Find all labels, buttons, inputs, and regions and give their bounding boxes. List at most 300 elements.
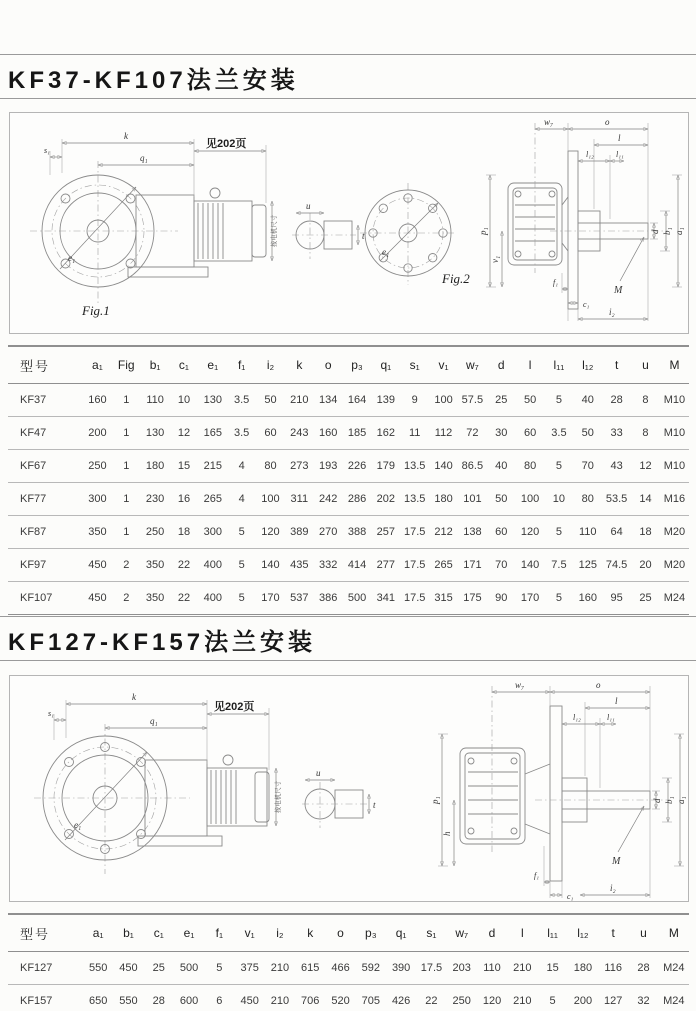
value-cell: 520: [325, 985, 355, 1011]
column-header: a₁: [83, 914, 113, 952]
value-cell: 1: [112, 384, 141, 417]
dim-label-c1: c₁: [567, 892, 574, 901]
section2-title: KF127-KF157法兰安装: [8, 629, 317, 656]
value-cell: 127: [598, 985, 628, 1011]
dim-label-i2: i₂: [610, 883, 616, 893]
value-cell: 180: [141, 450, 170, 483]
fig1-caption: Fig.1: [82, 303, 110, 318]
section1-title: KF37-KF107法兰安装: [8, 67, 299, 94]
value-cell: 112: [429, 417, 458, 450]
value-cell: 80: [516, 450, 545, 483]
value-cell: 8: [631, 384, 660, 417]
value-cell: 350: [141, 549, 170, 582]
value-cell: 50: [487, 483, 516, 516]
dim-label-l11: l₁₁: [616, 150, 624, 159]
value-cell: 175: [458, 582, 487, 615]
column-header: f₁: [227, 346, 256, 384]
figure-panel-2: [9, 675, 689, 902]
column-header: k: [295, 914, 325, 952]
column-header: v₁: [234, 914, 264, 952]
value-cell: 212: [429, 516, 458, 549]
dim-label-l: l: [618, 133, 621, 143]
column-header: q₁: [371, 346, 400, 384]
shaft-section-view: [292, 201, 365, 259]
fig1-fig2-drawing: [10, 113, 688, 333]
see-page-note: 见202页: [214, 701, 255, 713]
value-cell: 550: [113, 985, 143, 1011]
value-cell: 22: [170, 549, 199, 582]
value-cell: 95: [602, 582, 631, 615]
value-cell: 43: [602, 450, 631, 483]
value-cell: 200: [83, 417, 112, 450]
dim-label-l12: l₁₂: [573, 713, 581, 722]
column-header: p₃: [356, 914, 386, 952]
value-cell: 450: [113, 952, 143, 985]
dim-label-w7: w₇: [515, 680, 525, 690]
column-header: b₁: [141, 346, 170, 384]
column-header: s₁: [416, 914, 446, 952]
value-cell: 80: [256, 450, 285, 483]
dim-label-w7: w₇: [544, 117, 554, 127]
value-cell: 50: [256, 384, 285, 417]
value-cell: 160: [83, 384, 112, 417]
dim-label-a1: a₁: [676, 796, 686, 804]
column-header: e₁: [174, 914, 204, 952]
value-cell: 28: [602, 384, 631, 417]
value-cell: 5: [227, 549, 256, 582]
value-cell: M24: [659, 985, 689, 1011]
value-cell: 40: [487, 450, 516, 483]
value-cell: 12: [170, 417, 199, 450]
value-cell: 350: [83, 516, 112, 549]
value-cell: 130: [198, 384, 227, 417]
value-cell: 450: [83, 582, 112, 615]
model-cell: KF97: [8, 549, 83, 582]
value-cell: 600: [174, 985, 204, 1011]
value-cell: 7.5: [545, 549, 574, 582]
value-cell: 5: [545, 582, 574, 615]
value-cell: 16: [170, 483, 199, 516]
column-header: l₁₂: [568, 914, 598, 952]
column-header: s₁: [400, 346, 429, 384]
column-header: l₁₂: [573, 346, 602, 384]
value-cell: 615: [295, 952, 325, 985]
column-header: t: [602, 346, 631, 384]
value-cell: 170: [516, 582, 545, 615]
value-cell: 13.5: [400, 450, 429, 483]
front-view: [34, 692, 282, 874]
value-cell: 180: [568, 952, 598, 985]
value-cell: 5: [545, 384, 574, 417]
value-cell: 277: [371, 549, 400, 582]
dim-label-M: M: [614, 285, 623, 296]
value-cell: 650: [83, 985, 113, 1011]
value-cell: 466: [325, 952, 355, 985]
gearmotor-logo-image: [604, 5, 666, 49]
value-cell: 101: [458, 483, 487, 516]
value-cell: 5: [227, 582, 256, 615]
value-cell: 250: [83, 450, 112, 483]
value-cell: 537: [285, 582, 314, 615]
value-cell: 265: [198, 483, 227, 516]
value-cell: 25: [487, 384, 516, 417]
value-cell: 165: [198, 417, 227, 450]
dim-label-k: k: [124, 131, 128, 141]
dim-label-k: k: [132, 692, 136, 702]
fig2-caption: Fig.2: [442, 271, 470, 286]
divider: [0, 98, 696, 99]
value-cell: 116: [598, 952, 628, 985]
column-header: i₂: [256, 346, 285, 384]
value-cell: 120: [477, 985, 507, 1011]
table-row: [8, 417, 689, 450]
value-cell: 203: [447, 952, 477, 985]
value-cell: 80: [573, 483, 602, 516]
value-cell: 15: [170, 450, 199, 483]
dim-label-d: d: [652, 798, 662, 803]
value-cell: 86.5: [458, 450, 487, 483]
table-row: [8, 985, 689, 1011]
value-cell: 500: [343, 582, 372, 615]
value-cell: 100: [429, 384, 458, 417]
column-header: l₁₁: [545, 346, 574, 384]
column-header: w₇: [458, 346, 487, 384]
table-row: [8, 582, 689, 615]
column-header: e₁: [198, 346, 227, 384]
value-cell: 110: [477, 952, 507, 985]
value-cell: 4: [227, 450, 256, 483]
value-cell: 17.5: [400, 582, 429, 615]
value-cell: 30: [487, 417, 516, 450]
value-cell: M24: [660, 582, 689, 615]
value-cell: 140: [429, 450, 458, 483]
column-header: 型号: [8, 914, 83, 952]
value-cell: 242: [314, 483, 343, 516]
value-cell: 341: [371, 582, 400, 615]
value-cell: M16: [660, 483, 689, 516]
value-cell: 160: [573, 582, 602, 615]
dim-label-u: u: [316, 768, 321, 778]
value-cell: 12: [631, 450, 660, 483]
dim-label-p1: p₁: [478, 227, 488, 235]
column-header: a₁: [83, 346, 112, 384]
value-cell: 11: [400, 417, 429, 450]
value-cell: 426: [386, 985, 416, 1011]
see-page-note: 见202页: [206, 138, 247, 150]
per-motor-note: 按电机尺寸: [275, 780, 282, 814]
table-row: [8, 549, 689, 582]
model-cell: KF67: [8, 450, 83, 483]
value-cell: 20: [631, 549, 660, 582]
divider: [0, 616, 696, 617]
table-row: [8, 952, 689, 985]
column-header: q₁: [386, 914, 416, 952]
dim-label-l11: l₁₁: [607, 713, 615, 722]
value-cell: 138: [458, 516, 487, 549]
value-cell: 140: [256, 549, 285, 582]
value-cell: M10: [660, 450, 689, 483]
column-header: d: [487, 346, 516, 384]
value-cell: 4: [227, 483, 256, 516]
value-cell: 200: [568, 985, 598, 1011]
value-cell: 1: [112, 450, 141, 483]
value-cell: 6: [204, 985, 234, 1011]
dim-label-i2: i₂: [609, 307, 615, 317]
value-cell: 100: [516, 483, 545, 516]
column-header: M: [659, 914, 689, 952]
value-cell: 100: [256, 483, 285, 516]
value-cell: 210: [265, 985, 295, 1011]
column-header: o: [314, 346, 343, 384]
value-cell: 64: [602, 516, 631, 549]
value-cell: 414: [343, 549, 372, 582]
value-cell: 125: [573, 549, 602, 582]
value-cell: 110: [573, 516, 602, 549]
value-cell: 2: [112, 549, 141, 582]
value-cell: 130: [141, 417, 170, 450]
value-cell: 53.5: [602, 483, 631, 516]
value-cell: 210: [265, 952, 295, 985]
dim-label-s1: s₁: [48, 709, 54, 718]
column-header: f₁: [204, 914, 234, 952]
column-header: v₁: [429, 346, 458, 384]
value-cell: 250: [447, 985, 477, 1011]
dim-label-f1: f₁: [553, 278, 559, 287]
value-cell: 60: [487, 516, 516, 549]
value-cell: 140: [516, 549, 545, 582]
value-cell: 230: [141, 483, 170, 516]
value-cell: 3.5: [545, 417, 574, 450]
value-cell: 50: [573, 417, 602, 450]
kf127-drawing: [10, 676, 688, 901]
dim-label-p1: p₁: [430, 796, 440, 804]
value-cell: 5: [537, 985, 567, 1011]
fig1-front-view: [30, 131, 278, 318]
value-cell: 389: [285, 516, 314, 549]
model-cell: KF77: [8, 483, 83, 516]
dim-label-d: d: [650, 229, 660, 234]
value-cell: 202: [371, 483, 400, 516]
dim-label-l: l: [615, 696, 618, 706]
dim-label-u: u: [306, 201, 311, 211]
value-cell: 450: [234, 985, 264, 1011]
kf37-kf107-dimension-table: [8, 345, 689, 615]
value-cell: 179: [371, 450, 400, 483]
model-cell: KF107: [8, 582, 83, 615]
column-header: i₂: [265, 914, 295, 952]
value-cell: 70: [487, 549, 516, 582]
value-cell: 388: [343, 516, 372, 549]
value-cell: 3.5: [227, 417, 256, 450]
value-cell: 15: [537, 952, 567, 985]
column-header: l: [516, 346, 545, 384]
kf127-kf157-dimension-table: [8, 913, 689, 1011]
value-cell: 17.5: [416, 952, 446, 985]
value-cell: 139: [371, 384, 400, 417]
value-cell: 60: [516, 417, 545, 450]
dim-label-c1: c₁: [583, 300, 590, 309]
table-row: [8, 483, 689, 516]
value-cell: 72: [458, 417, 487, 450]
column-header: d: [477, 914, 507, 952]
table-row: [8, 384, 689, 417]
value-cell: M20: [660, 516, 689, 549]
dim-label-e1: e₁: [382, 247, 390, 257]
value-cell: 162: [371, 417, 400, 450]
value-cell: 332: [314, 549, 343, 582]
value-cell: 210: [507, 985, 537, 1011]
value-cell: 32: [628, 985, 658, 1011]
value-cell: 10: [170, 384, 199, 417]
value-cell: M10: [660, 384, 689, 417]
dim-label-h: h: [442, 831, 452, 836]
value-cell: 5: [204, 952, 234, 985]
model-cell: KF37: [8, 384, 83, 417]
dim-label-q1: q₁: [140, 153, 148, 163]
side-section-view: [478, 117, 684, 321]
value-cell: 210: [507, 952, 537, 985]
value-cell: 1: [112, 483, 141, 516]
column-header: o: [325, 914, 355, 952]
value-cell: 270: [314, 516, 343, 549]
value-cell: M20: [660, 549, 689, 582]
column-header: l₁₁: [537, 914, 567, 952]
value-cell: 500: [174, 952, 204, 985]
header-row: [8, 914, 689, 952]
value-cell: 3.5: [227, 384, 256, 417]
value-cell: 435: [285, 549, 314, 582]
value-cell: 50: [516, 384, 545, 417]
value-cell: 28: [628, 952, 658, 985]
model-cell: KF87: [8, 516, 83, 549]
dim-label-e1: e₁: [74, 820, 82, 830]
column-header: c₁: [170, 346, 199, 384]
value-cell: 22: [170, 582, 199, 615]
value-cell: 120: [256, 516, 285, 549]
dim-label-t: t: [362, 231, 365, 241]
fig2-flange-view: [360, 183, 470, 286]
value-cell: 22: [416, 985, 446, 1011]
figure-panel-1: [9, 112, 689, 334]
value-cell: 120: [516, 516, 545, 549]
value-cell: 171: [458, 549, 487, 582]
value-cell: 9: [400, 384, 429, 417]
column-header: p₃: [343, 346, 372, 384]
value-cell: 5: [545, 516, 574, 549]
value-cell: 286: [343, 483, 372, 516]
value-cell: 257: [371, 516, 400, 549]
table-row: [8, 516, 689, 549]
table-row: [8, 450, 689, 483]
value-cell: 705: [356, 985, 386, 1011]
value-cell: 18: [170, 516, 199, 549]
value-cell: M10: [660, 417, 689, 450]
value-cell: 90: [487, 582, 516, 615]
value-cell: 400: [198, 549, 227, 582]
column-header: u: [628, 914, 658, 952]
value-cell: 14: [631, 483, 660, 516]
value-cell: 300: [198, 516, 227, 549]
value-cell: 550: [83, 952, 113, 985]
value-cell: 25: [631, 582, 660, 615]
dim-label-v1: v₁: [490, 255, 500, 263]
value-cell: 193: [314, 450, 343, 483]
header-row: [8, 346, 689, 384]
value-cell: 17.5: [400, 549, 429, 582]
model-cell: KF47: [8, 417, 83, 450]
value-cell: 28: [144, 985, 174, 1011]
value-cell: 10: [545, 483, 574, 516]
value-cell: 5: [227, 516, 256, 549]
value-cell: 60: [256, 417, 285, 450]
shaft-section-view: [302, 768, 376, 828]
value-cell: 350: [141, 582, 170, 615]
side-section-view: [430, 680, 686, 901]
column-header: Fig: [112, 346, 141, 384]
value-cell: 375: [234, 952, 264, 985]
value-cell: 160: [314, 417, 343, 450]
value-cell: 25: [144, 952, 174, 985]
dim-label-o: o: [605, 117, 610, 127]
column-header: l: [507, 914, 537, 952]
value-cell: 1: [112, 516, 141, 549]
model-cell: KF127: [8, 952, 83, 985]
value-cell: 226: [343, 450, 372, 483]
value-cell: 450: [83, 549, 112, 582]
dim-label-M: M: [612, 856, 621, 867]
value-cell: 180: [429, 483, 458, 516]
value-cell: 17.5: [400, 516, 429, 549]
value-cell: 386: [314, 582, 343, 615]
value-cell: 57.5: [458, 384, 487, 417]
value-cell: 185: [343, 417, 372, 450]
value-cell: 8: [631, 417, 660, 450]
value-cell: 1: [112, 417, 141, 450]
value-cell: 273: [285, 450, 314, 483]
value-cell: 592: [356, 952, 386, 985]
dim-label-a1: a₁: [674, 227, 684, 235]
value-cell: 265: [429, 549, 458, 582]
value-cell: 243: [285, 417, 314, 450]
value-cell: 33: [602, 417, 631, 450]
value-cell: 210: [285, 384, 314, 417]
per-motor-note: 按电机尺寸: [271, 214, 278, 248]
value-cell: 400: [198, 582, 227, 615]
column-header: 型号: [8, 346, 83, 384]
dim-label-o: o: [596, 680, 601, 690]
dim-label-f1: f₁: [534, 871, 540, 880]
value-cell: 110: [141, 384, 170, 417]
dim-label-e1: e₁: [68, 253, 76, 263]
column-header: M: [660, 346, 689, 384]
divider: [0, 54, 696, 55]
value-cell: 134: [314, 384, 343, 417]
value-cell: 315: [429, 582, 458, 615]
value-cell: 215: [198, 450, 227, 483]
dim-label-t: t: [373, 800, 376, 810]
column-header: u: [631, 346, 660, 384]
value-cell: 2: [112, 582, 141, 615]
value-cell: 40: [573, 384, 602, 417]
value-cell: M24: [659, 952, 689, 985]
value-cell: 5: [545, 450, 574, 483]
column-header: c₁: [144, 914, 174, 952]
model-cell: KF157: [8, 985, 83, 1011]
value-cell: 18: [631, 516, 660, 549]
value-cell: 74.5: [602, 549, 631, 582]
dim-label-q1: q₁: [150, 716, 158, 726]
dim-label-l12: l₁₂: [586, 150, 594, 159]
